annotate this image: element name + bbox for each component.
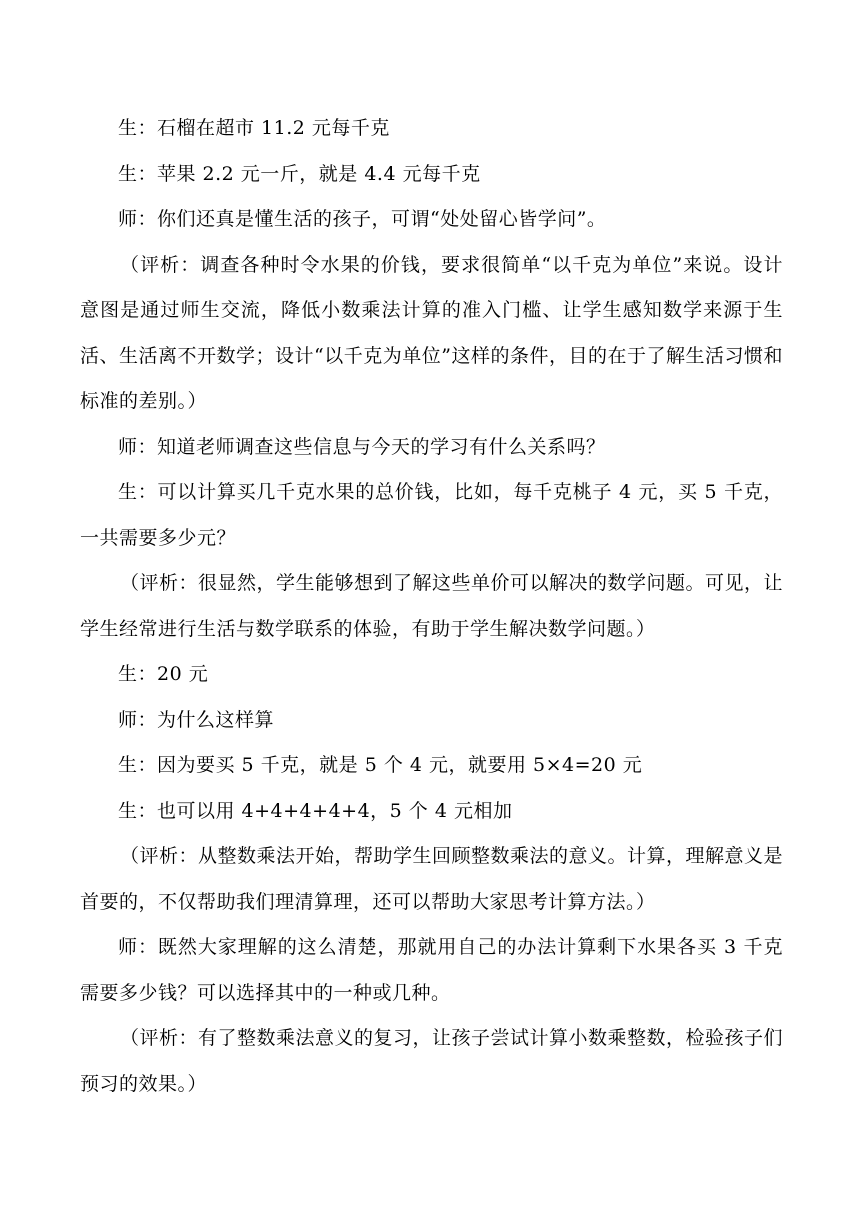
commentary-1: （评析：调查各种时令水果的价钱，要求很简单“以千克为单位”来说。设计意图是通过师生交流，降低小数乘法计算的准入门槛、让学生感知数学来源于生活、生活离不开数学；设计“以千克为单位”这样的条件，目的在于了解生活习惯和标准的差别。）: [80, 253, 783, 412]
dialogue-student-1: 生：石榴在超市 11.2 元每千克: [118, 117, 390, 139]
dialogue-teacher-3: 师：为什么这样算: [118, 708, 275, 731]
document-body: [80, 106, 783, 1107]
commentary-3: （评析：从整数乘法开始，帮助学生回顾整数乘法的意义。计算，理解意义是首要的，不仅帮助我们理清算理，还可以帮助大家思考计算方法。）: [80, 845, 784, 913]
commentary-2: （评析：很显然，学生能够想到了解这些单价可以解决的数学问题。可见，让学生经常进行生活与数学联系的体验，有助于学生解决数学问题。）: [80, 572, 784, 640]
dialogue-student-4: 生：20 元: [118, 663, 209, 685]
dialogue-student-5: 生：因为要买 5 千克，就是 5 个 4 元，就要用 5×4=20 元: [118, 754, 643, 776]
dialogue-teacher-1: 师：你们还真是懂生活的孩子，可谓“处处留心皆学问”。: [118, 208, 607, 230]
dialogue-teacher-2: 师：知道老师调查这些信息与今天的学习有什么关系吗？: [118, 435, 606, 458]
dialogue-student-3: 生：可以计算买几千克水果的总价钱，比如，每千克桃子 4 元，买 5 千克，一共需要多少元？: [80, 481, 783, 549]
dialogue-student-6: 生：也可以用 4+4+4+4+4，5 个 4 元相加: [118, 799, 513, 822]
commentary-4: （评析：有了整数乘法意义的复习，让孩子尝试计算小数乘整数，检验孩子们预习的效果。）: [80, 1027, 784, 1095]
dialogue-teacher-4: 师：既然大家理解的这么清楚，那就用自己的办法计算剩下水果各买 3 千克需要多少钱？可以选择其中的一种或几种。: [80, 936, 783, 1004]
dialogue-student-2: 生：苹果 2.2 元一斤，就是 4.4 元每千克: [118, 162, 481, 185]
